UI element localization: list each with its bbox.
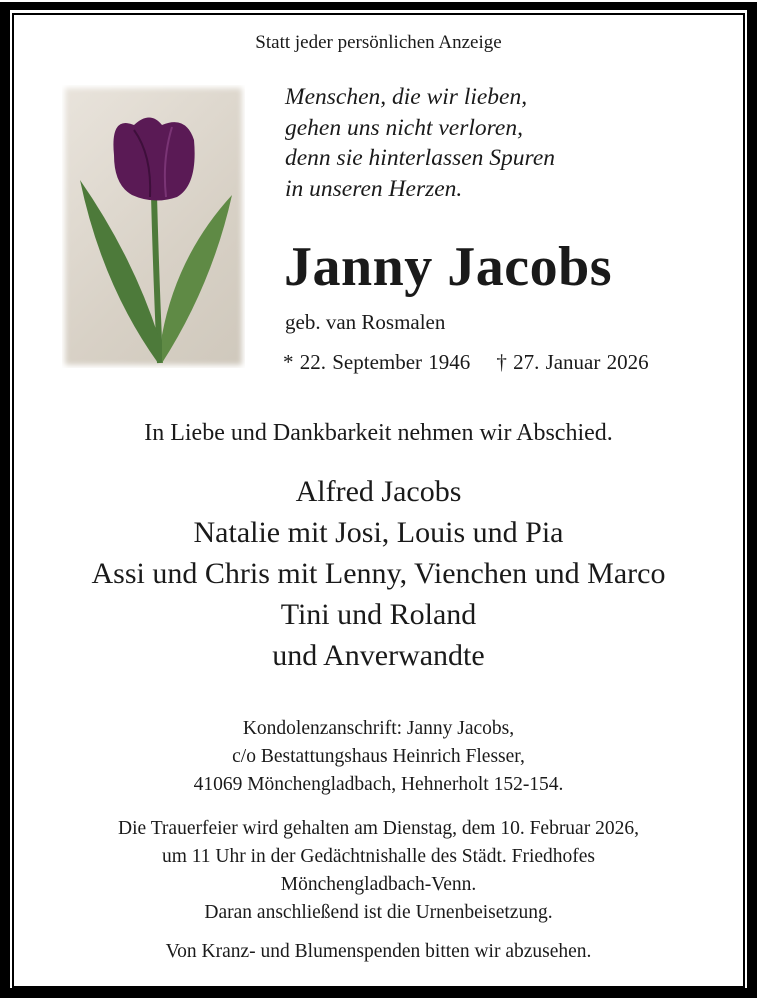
farewell-text: In Liebe und Dankbarkeit nehmen wir Abschied. <box>144 420 613 446</box>
mourner-line: Natalie mit Josi, Louis und Pia <box>193 516 564 549</box>
poem-line: gehen uns nicht verloren, <box>285 114 523 141</box>
life-dates <box>283 350 649 375</box>
mourner-line: Alfred Jacobs <box>295 475 462 508</box>
birth-name: geb. van Rosmalen <box>285 310 446 334</box>
ceremony-line: Mönchengladbach-Venn. <box>280 874 477 895</box>
ceremony-line: Die Trauerfeier wird gehalten am Dienstag, dem 10. Februar 2026, <box>118 818 639 839</box>
birth-date: * 22. September 1946 <box>283 350 471 374</box>
poem-line: in unseren Herzen. <box>285 175 463 202</box>
address-line: 41069 Mönchengladbach, Hehnerholt 152-154. <box>193 774 564 795</box>
poem-line: Menschen, die wir lieben, <box>285 84 528 110</box>
mourner-line: Assi und Chris mit Lenny, Vienchen und Marco <box>91 557 666 590</box>
ceremony-line: um 11 Uhr in der Gedächtnishalle des Städt. Friedhofes <box>161 846 596 867</box>
tulip-icon <box>62 85 245 368</box>
address-line: Kondolenzanschrift: Janny Jacobs, <box>242 718 515 739</box>
tulip-photo <box>62 85 245 368</box>
header-text: Statt jeder persönlichen Anzeige <box>255 32 502 53</box>
address-line: c/o Bestattungshaus Heinrich Flesser, <box>232 746 525 767</box>
mourner-line: Tini und Roland <box>280 598 477 631</box>
closing-note: Von Kranz- und Blumenspenden bitten wir abzusehen. <box>165 941 592 962</box>
mourner-line: und Anverwandte <box>272 639 485 672</box>
ceremony-line: Daran anschließend ist die Urnenbeisetzung. <box>204 902 553 923</box>
deceased-name: Janny Jacobs <box>284 236 613 298</box>
poem <box>285 82 555 204</box>
poem-line: denn sie hinterlassen Spuren <box>285 145 555 171</box>
death-date: † 27. Januar 2026 <box>496 350 649 374</box>
